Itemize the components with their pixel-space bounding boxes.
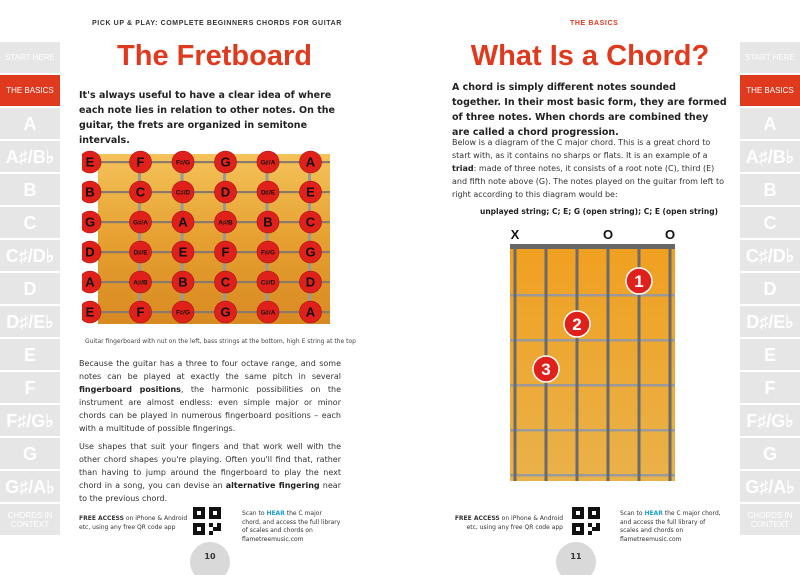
right-para-text-b: : made of three notes, it consists of a root note (C), third (E) and fifth note above (G). The notes played on the guitar from left to right according to this diagram would be: (452, 164, 724, 199)
side-tab-left-12[interactable]: G (0, 438, 60, 469)
body-paragraph-1 (79, 357, 341, 435)
side-tabs-left (0, 42, 60, 542)
note-label: A (305, 154, 316, 170)
body-paragraph-right (452, 136, 727, 201)
note-label: C (220, 274, 231, 290)
side-tab-left-4[interactable]: B (0, 174, 60, 205)
para2-bold: alternative fingering (225, 481, 320, 490)
side-tab-right-1[interactable]: THE BASICS (740, 75, 800, 106)
note-label: D (85, 244, 95, 260)
fretboard-caption: Guitar fingerboard with nut on the left, bass strings at the bottom, high E string at the top (85, 338, 356, 345)
side-tab-right-11[interactable]: F♯/G♭ (740, 405, 800, 436)
page-title-right: What Is a Chord? (470, 40, 710, 72)
finger-number: 3 (541, 360, 551, 379)
note-label: E (178, 244, 188, 260)
note-marker (300, 241, 322, 263)
finger-number: 2 (572, 315, 582, 334)
side-tab-left-2[interactable]: A (0, 108, 60, 139)
note-marker (172, 271, 194, 293)
side-tab-left-3[interactable]: A♯/B♭ (0, 141, 60, 172)
side-tab-right-14[interactable]: CHORDS IN CONTEXT (740, 504, 800, 535)
free-access-label-right: FREE ACCESS (454, 515, 500, 522)
finger-marker (564, 311, 590, 337)
qr-code-icon[interactable] (572, 507, 600, 535)
note-marker (82, 301, 101, 323)
note-marker (130, 301, 152, 323)
note-label: C♯/D (175, 189, 191, 197)
note-label: F♯/G (175, 309, 191, 317)
note-marker (300, 301, 322, 323)
note-label: F♯/G (175, 159, 191, 167)
qr-code-icon[interactable] (193, 507, 221, 535)
note-marker (82, 241, 101, 263)
chord-fret-wire (510, 429, 675, 432)
note-label: E (306, 184, 315, 200)
scan-note-right (620, 510, 725, 544)
note-label: A♯/B (218, 219, 233, 227)
note-label: G (305, 244, 316, 260)
note-marker (172, 301, 194, 323)
note-marker (257, 301, 279, 323)
note-label: D (305, 274, 316, 290)
note-label: C (305, 214, 316, 230)
free-access-text-left: on iPhone & Android etc, using any free QR code app (79, 515, 188, 531)
note-label: D♯/E (260, 189, 276, 197)
note-marker (215, 271, 237, 293)
running-head-right: THE BASICS (570, 20, 619, 27)
string-mark: O (664, 227, 676, 242)
note-label: E (85, 304, 95, 320)
note-label: A (305, 304, 316, 320)
note-marker (215, 151, 237, 173)
note-label: F (136, 154, 145, 170)
side-tab-right-2[interactable]: A (740, 108, 800, 139)
note-label: A♯/B (133, 279, 148, 287)
chord-fret-wire (510, 294, 675, 297)
side-tab-left-0[interactable]: START HERE (0, 42, 60, 73)
scan-text-b-right: the C major chord, and access the full library of scales and chords on flametreemusic.com (620, 510, 721, 543)
note-label: A (178, 214, 188, 230)
note-marker (257, 181, 279, 203)
lead-paragraph-right: A chord is simply different notes sounded together. In their most basic form, they are formed of three notes. When chords are combined they are called a chord progression. (452, 82, 727, 138)
note-marker (215, 301, 237, 323)
running-head-left: PICK UP & PLAY: COMPLETE BEGINNERS CHORDS FOR GUITAR (92, 20, 342, 27)
body-paragraph-2 (79, 440, 341, 505)
side-tab-right-8[interactable]: D♯/E♭ (740, 306, 800, 337)
note-marker (300, 151, 322, 173)
side-tab-left-8[interactable]: D♯/E♭ (0, 306, 60, 337)
side-tab-left-1[interactable]: THE BASICS (0, 75, 60, 106)
note-marker (215, 211, 237, 233)
note-marker (300, 271, 322, 293)
para1-text-a: Because the guitar has a three to four octave range, and some notes can be played at exactly the same pitch in several (79, 359, 341, 381)
note-marker (257, 151, 279, 173)
scan-text-b-left: the C major chord, and access the full library of scales and chords on flametreemusic.com (242, 510, 341, 543)
side-tab-right-10[interactable]: F (740, 372, 800, 403)
note-label: F♯/G (260, 249, 276, 257)
free-access-note-right (448, 515, 563, 532)
note-label: B (263, 214, 273, 230)
right-para-bold: triad (452, 164, 474, 173)
finger-marker (626, 268, 652, 294)
fret-wire (223, 154, 226, 324)
right-para-text-a: Below is a diagram of the C major chord. This is a great chord to start with, as it contains no sharps or flats. It is an example of a (452, 138, 711, 160)
note-marker (257, 271, 279, 293)
c-major-chord-diagram (500, 226, 685, 481)
para1-text-b: , the harmonic possibilities on the instrument are almost endless: even simple major or minor chords can be played in numerous fingerboard positions – each with a multitude of possible fingerings. (79, 385, 341, 433)
side-tab-right-12[interactable]: G (740, 438, 800, 469)
side-tab-right-9[interactable]: E (740, 339, 800, 370)
fret-wire (138, 154, 141, 324)
finger-marker (533, 356, 559, 382)
note-label: D (220, 184, 231, 200)
note-marker (82, 181, 101, 203)
finger-number: 1 (634, 272, 644, 291)
side-tab-left-10[interactable]: F (0, 372, 60, 403)
note-marker (82, 211, 101, 233)
note-label: C (135, 184, 146, 200)
note-marker (172, 151, 194, 173)
side-tab-left-6[interactable]: C♯/D♭ (0, 240, 60, 271)
note-label: A (85, 274, 95, 290)
note-label: B (178, 274, 188, 290)
note-marker (130, 241, 152, 263)
free-access-label-left: FREE ACCESS (79, 515, 124, 522)
note-marker (82, 151, 101, 173)
note-label: D♯/E (133, 249, 148, 257)
note-label: F (136, 304, 145, 320)
note-label: C♯/D (260, 279, 276, 287)
fret-wire (266, 154, 269, 324)
fretboard-wood (98, 154, 330, 324)
note-marker (215, 181, 237, 203)
scan-note-left (242, 510, 342, 544)
side-tab-right-0[interactable]: START HERE (740, 42, 800, 73)
note-label: G♯/A (133, 219, 148, 227)
chord-fret-wire (510, 474, 675, 477)
note-marker (172, 241, 194, 263)
scan-hear-left: HEAR (266, 510, 285, 517)
chord-notes-line: unplayed string; C; E; G (open string); C; E (open string) (480, 207, 718, 216)
para2-text-a: Use shapes that suit your fingers and that work well with the other chord shapes you're playing. Often you'll find that, rather than having to jump around the fingerboard to play the next chord in a song, you can devise an (79, 442, 341, 490)
fret-wire (181, 154, 184, 324)
scan-text-a-right: Scan to (620, 510, 645, 517)
note-marker (172, 211, 194, 233)
page-title-left: The Fretboard (117, 40, 312, 72)
lead-paragraph-left: It's always useful to have a clear idea of where each note lies in relation to other notes. On the guitar, the frets are organized in semitone intervals. (79, 90, 335, 146)
side-tab-right-5[interactable]: C (740, 207, 800, 238)
side-tab-left-11[interactable]: F♯/G♭ (0, 405, 60, 436)
string-mark: X (510, 227, 520, 242)
note-marker (257, 241, 279, 263)
side-tab-left-9[interactable]: E (0, 339, 60, 370)
chord-string (669, 248, 672, 481)
free-access-text-right: on iPhone & Android etc, using any free QR code app (466, 515, 563, 531)
note-marker (215, 241, 237, 263)
chord-string (514, 248, 517, 481)
note-label: G♯/A (260, 309, 276, 317)
chord-fret-wire (510, 384, 675, 387)
page-number-left: 10 (190, 542, 230, 575)
note-marker (130, 181, 152, 203)
page-number-right: 11 (556, 542, 596, 575)
fretboard-diagram (82, 150, 337, 328)
note-marker (130, 211, 152, 233)
side-tab-right-13[interactable]: G♯/A♭ (740, 471, 800, 502)
scan-hear-right: HEAR (644, 510, 663, 517)
note-label: E (85, 154, 95, 170)
note-marker (130, 271, 152, 293)
note-marker (82, 271, 101, 293)
side-tab-right-3[interactable]: A♯/B♭ (740, 141, 800, 172)
note-marker (257, 211, 279, 233)
note-marker (172, 181, 194, 203)
para1-bold: fingerboard positions (79, 385, 181, 394)
side-tab-right-4[interactable]: B (740, 174, 800, 205)
note-label: G (220, 304, 231, 320)
note-label: B (85, 184, 95, 200)
side-tab-left-14[interactable]: CHORDS IN CONTEXT (0, 504, 60, 535)
side-tab-left-7[interactable]: D (0, 273, 60, 304)
note-marker (300, 181, 322, 203)
side-tabs-right (740, 42, 800, 542)
para2-text-b: near to the previous chord. (79, 481, 341, 503)
note-marker (130, 151, 152, 173)
side-tab-right-6[interactable]: C♯/D♭ (740, 240, 800, 271)
note-label: F (221, 244, 230, 260)
scan-text-a-left: Scan to (242, 510, 267, 517)
side-tab-right-7[interactable]: D (740, 273, 800, 304)
note-label: G (220, 154, 231, 170)
chord-string (607, 248, 610, 481)
note-label: G (84, 214, 96, 230)
note-label: G♯/A (260, 159, 276, 167)
side-tab-left-13[interactable]: G♯/A♭ (0, 471, 60, 502)
chord-fret-wire (510, 339, 675, 342)
side-tab-left-5[interactable]: C (0, 207, 60, 238)
string-mark: O (602, 227, 614, 242)
free-access-note-left (79, 515, 189, 532)
note-marker (300, 211, 322, 233)
fret-wire (308, 154, 311, 324)
chord-string (576, 248, 579, 481)
chord-nut (510, 244, 675, 249)
